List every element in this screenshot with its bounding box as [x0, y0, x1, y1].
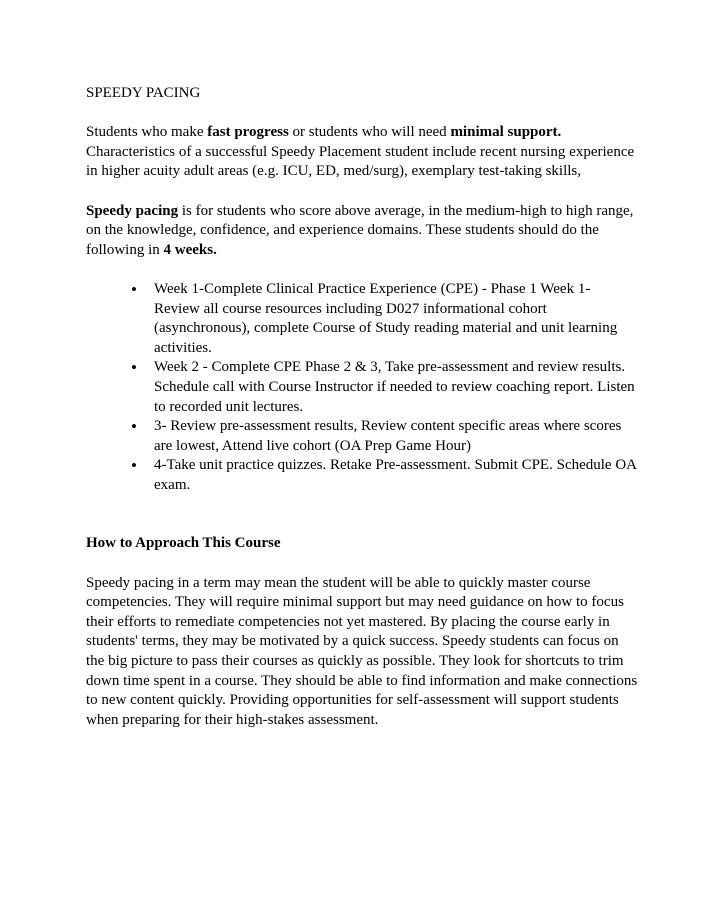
pacing-text: is for students who score above average, in the medium-high to high range, on the knowledge, confidence, and experience domains. These students should do the following in	[86, 202, 634, 258]
bullet-icon: •	[131, 456, 137, 476]
list-item	[131, 417, 638, 456]
list-item-text: Week 2 - Complete CPE Phase 2 & 3, Take pre-assessment and review results. Schedule call with Course Instructor if needed to review coaching report. Listen to recorded unit lectures.	[154, 359, 635, 415]
intro-text-2: or students who will need	[288, 124, 451, 141]
list-item	[131, 456, 638, 495]
intro-paragraph	[86, 123, 638, 182]
bullet-icon: •	[131, 279, 137, 299]
pacing-bold-weeks: 4 weeks.	[163, 241, 217, 258]
list-item	[131, 279, 638, 358]
intro-bold-minimal-support: minimal support.	[450, 124, 562, 141]
intro-text-3: Characteristics of a successful Speedy Placement student include recent nursing experience in higher acuity adult areas (e.g. ICU, ED, med/surg), exemplary test-taking skills,	[86, 143, 635, 180]
list-item-text: 3- Review pre-assessment results, Review content specific areas where scores are lowest, Attend live cohort (OA Prep Game Hour)	[154, 418, 622, 454]
document-page	[86, 84, 638, 730]
pacing-paragraph	[86, 202, 638, 261]
list-item-text: Week 1-Complete Clinical Practice Experience (CPE) - Phase 1 Week 1- Review all course resources including D027 informational cohort (asynchronous), complete Course of Study reading material and unit learning activities.	[154, 280, 618, 356]
document-title: SPEEDY PACING	[86, 85, 201, 101]
section-heading: How to Approach This Course	[86, 535, 281, 552]
intro-text-1: Students who make	[86, 124, 208, 141]
intro-bold-fast-progress: fast progress	[207, 124, 289, 141]
bullet-icon: •	[131, 417, 137, 437]
list-item	[131, 358, 638, 417]
pacing-bold-speedy: Speedy pacing	[86, 202, 179, 219]
list-item-text: 4-Take unit practice quizzes. Retake Pre-assessment. Submit CPE. Schedule OA exam.	[154, 457, 637, 493]
weekly-plan-list	[86, 280, 638, 496]
approach-paragraph: Speedy pacing in a term may mean the student will be able to quickly master course competencies. They will require minimal support but may need guidance on how to focus their efforts to remediate competencies not yet mastered. By placing the course early in students' terms, they may be motivated by a quick success. Speedy students can focus on the big picture to pass their courses as quickly as possible. They look for shortcuts to trim down time spent in a course. They should be able to find information and make connections to new content quickly. Providing opportunities for self-assessment will support students when preparing for their high-stakes assessment.	[86, 574, 638, 728]
bullet-icon: •	[131, 358, 137, 378]
